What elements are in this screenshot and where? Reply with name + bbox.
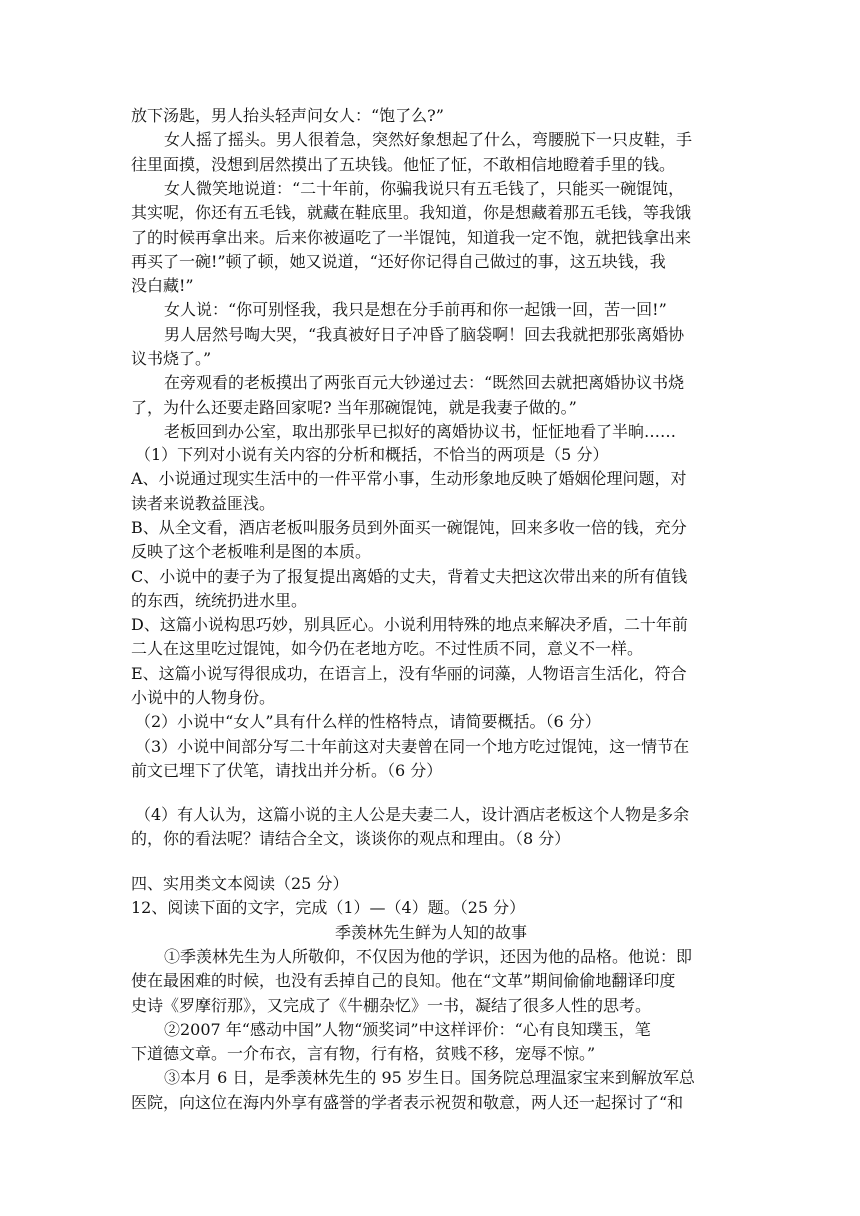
question-line: 的，你的看法呢？请结合全文，谈谈你的观点和理由。（8 分） <box>131 829 571 849</box>
story-line: 女人微笑地说道：“二十年前，你骗我说只有五毛钱了，只能买一碗馄饨， <box>164 178 685 198</box>
question-line: B、从全文看，酒店老板叫服务员到外面买一碗馄饨，回来多收一倍的钱，充分 <box>131 517 687 537</box>
section-line: ③本月 6 日，是季羡林先生的 95 岁生日。国务院总理温家宝来到解放军总 <box>164 1068 695 1088</box>
story-line: 再买了一碗!”顿了顿，她又说道，“还好你记得自己做过的事，这五块钱，我 <box>131 251 666 271</box>
section-line: 下道德文章。一介布衣，言有物，行有格，贫贱不移，宠辱不惊。” <box>131 1044 596 1064</box>
story-line: 在旁观看的老板摸出了两张百元大钞递过去：“既然回去就把离婚协议书烧 <box>164 373 685 393</box>
question-line: 反映了这个老板唯利是图的本质。 <box>131 542 372 562</box>
question-line: 的东西，统统扔进水里。 <box>131 590 308 610</box>
question-line: 二人在这里吃过馄饨，如今仍在老地方吃。不过性质不同，意义不一样。 <box>131 639 644 659</box>
story-line: 放下汤匙，男人抬头轻声问女人：“饱了么?” <box>131 106 444 125</box>
story-line: 没白藏!” <box>131 276 194 296</box>
question-line: （4）有人认为，这篇小说的主人公是夫妻二人，设计酒店老板这个人物是多余 <box>135 805 690 824</box>
story-line: 老板回到办公室，取出那张早已拟好的离婚协议书，怔怔地看了半晌…… <box>164 421 677 441</box>
section-line: 四、实用类文本阅读（25 分） <box>131 874 349 893</box>
section-line: ①季羡林先生为人所敬仰，不仅因为他的学识，还因为他的品格。他说：即 <box>164 946 693 966</box>
story-line: 其实呢，你还有五毛钱，就藏在鞋底里。我知道，你是想藏着那五毛钱，等我饿 <box>131 203 692 223</box>
question-line: D、这篇小说构思巧妙，别具匠心。小说利用特殊的地点来解决矛盾，二十年前 <box>131 615 688 635</box>
section-line: 医院，向这位在海内外享有盛誉的学者表示祝贺和敬意，两人还一起探讨了“和 <box>131 1092 684 1112</box>
question-line: E、这篇小说写得很成功，在语言上，没有华丽的词藻，人物语言生活化，符合 <box>131 663 687 683</box>
question-line: C、小说中的妻子为了报复提出离婚的丈夫，背着丈夫把这次带出来的所有值钱 <box>131 566 688 586</box>
story-line: 女人摇了摇头。男人很着急，突然好象想起了什么，弯腰脱下一只皮鞋，手 <box>164 130 693 150</box>
question-line: （3）小说中间部分写二十年前这对夫妻曾在同一个地方吃过馄饨，这一情节在 <box>135 737 690 756</box>
section-line: 史诗《罗摩衍那》，又完成了《牛棚杂忆》一书，凝结了很多人性的思考。 <box>131 995 652 1015</box>
story-line: 男人居然号啕大哭，“我真被好日子冲昏了脑袋啊！回去我就把那张离婚协 <box>164 324 685 344</box>
question-line: 读者来说教益匪浅。 <box>131 493 276 513</box>
story-line: 女人说：“你可别怪我，我只是想在分手前再和你一起饿一回，苦一回!” <box>164 300 667 320</box>
story-line: 往里面摸，没想到居然摸出了五块钱。他怔了怔，不敢相信地瞪着手里的钱。 <box>131 154 676 174</box>
question-line: （1）下列对小说有关内容的分析和概括，不恰当的两项是（5 分） <box>135 445 609 464</box>
question-line: （2）小说中“女人”具有什么样的性格特点，请简要概括。（6 分） <box>135 712 601 732</box>
question-line: 前文已埋下了伏笔，请找出并分析。（6 分） <box>131 761 443 781</box>
section-line: 12、阅读下面的文字，完成（1）—（4）题。（25 分） <box>131 898 526 918</box>
story-line: 议书烧了。” <box>131 349 212 368</box>
story-line: 了的时候再拿出来。后来你被逼吃了一半馄饨，知道我一定不饱，就把钱拿出来 <box>131 227 692 247</box>
question-line: 小说中的人物身份。 <box>131 688 276 707</box>
section-line: 季羡林先生鲜为人知的故事 <box>334 922 527 942</box>
story-line: 了，为什么还要走路回家呢? 当年那碗馄饨，就是我妻子做的。” <box>131 397 577 417</box>
question-line: A、小说通过现实生活中的一件平常小事，生动形象地反映了婚姻伦理问题，对 <box>131 469 687 489</box>
section-line: ②2007 年“感动中国”人物“颁奖词”中这样评价：“心有良知璞玉，笔 <box>164 1019 651 1039</box>
section-line: 使在最困难的时候，也没有丢掉自己的良知。他在“文革”期间偷偷地翻译印度 <box>131 971 676 991</box>
